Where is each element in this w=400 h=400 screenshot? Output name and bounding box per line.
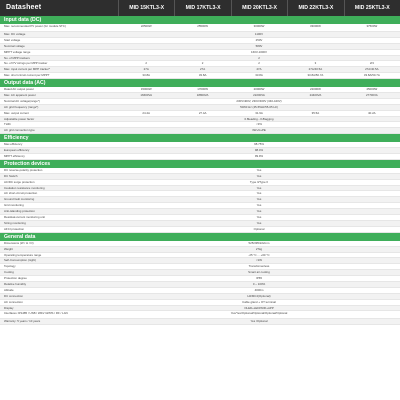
spec-label: Residual-current monitoring unit	[4, 215, 45, 220]
spec-values	[118, 128, 400, 133]
spec-label: Relative humidity	[4, 281, 27, 286]
spec-value: 0 ~ 100%	[252, 281, 266, 286]
spec-value: Type II/Type II	[249, 179, 269, 184]
spec-value: 33.8A/50.7A	[307, 73, 324, 78]
spec-values	[118, 186, 400, 191]
spec-value: 27.4A	[198, 110, 207, 115]
spec-values	[118, 56, 400, 61]
spec-value: Smart air cooling	[248, 270, 270, 275]
spec-value: Yes/Yes/Optional/Optional/Optional/Optional	[230, 311, 288, 316]
spec-value: 17000W	[197, 87, 208, 92]
spec-value: 0.8leading...0.8lagging	[244, 116, 274, 121]
datasheet-header	[0, 0, 400, 16]
spec-value: 31.9A	[255, 110, 263, 115]
spec-values	[118, 117, 400, 122]
section-header: General data	[0, 233, 400, 241]
spec-value: 27A/40.5A	[365, 67, 379, 72]
model-header: MID 17KTL3-X	[174, 0, 230, 16]
spec-values	[118, 270, 400, 275]
section-header: Efficiency	[0, 134, 400, 142]
spec-label: DC connection	[4, 293, 23, 298]
spec-value: 3	[314, 61, 317, 66]
spec-values	[118, 197, 400, 202]
spec-label: Max. short circuit current per MPPT	[4, 73, 50, 78]
spec-values	[118, 288, 400, 293]
spec-value: 25500W	[197, 24, 208, 28]
spec-values	[118, 180, 400, 185]
spec-label: Rated AC output power	[4, 87, 34, 92]
spec-label: DC reverse-polarity protection	[4, 167, 43, 172]
spec-value: 20000W	[253, 87, 265, 92]
section-rows	[0, 142, 400, 160]
spec-label: Operating temperature range	[4, 252, 42, 257]
spec-label: Protection degree	[4, 276, 27, 281]
spec-value: 27A/40.5A	[308, 67, 323, 72]
spec-values	[118, 282, 400, 287]
spec-label: Insulation resistance monitoring	[4, 185, 45, 190]
spec-values	[118, 264, 400, 269]
spec-value: 22500W	[140, 24, 152, 28]
spec-value: Yes	[256, 203, 262, 208]
spec-value: 4000m	[254, 287, 264, 292]
spec-label: MPPT voltage range	[4, 49, 31, 54]
model-header: MID 25KTL3-X	[344, 0, 400, 16]
section-header: Input data (DC)	[0, 16, 400, 24]
spec-label: Self-Consumption (night)	[4, 258, 36, 263]
spec-values	[118, 294, 400, 299]
spec-value: OLED+LED/WIFI+APP	[244, 305, 274, 310]
spec-value: Yes	[256, 220, 262, 225]
spec-values	[118, 300, 400, 305]
spec-label: Start voltage	[4, 37, 21, 42]
spec-value: 18800VA	[196, 93, 209, 98]
spec-value: 22200VA	[253, 93, 265, 98]
spec-values	[118, 148, 400, 153]
spec-label: Ground fault monitoring	[4, 197, 35, 202]
spec-values	[118, 93, 400, 98]
spec-label: Dimensions (W / H / D)	[4, 240, 34, 245]
spec-values	[118, 44, 400, 49]
spec-label: Max. output current	[4, 110, 29, 115]
spec-label: Altitude	[4, 287, 14, 292]
spec-label: Max. input current per MPP tracker*	[4, 67, 50, 72]
spec-values	[118, 311, 400, 318]
spec-values	[118, 105, 400, 110]
spec-label: Display	[4, 305, 14, 310]
spec-value: 2	[145, 61, 147, 66]
spec-label: Interfaces: RS485 / USB / WiFi/ GPRS / RF / LAN	[4, 311, 68, 316]
spec-value: 25000W	[366, 87, 378, 92]
spec-value: 230V/400V, 230V/400V (340-440V)	[236, 98, 282, 103]
section-rows	[0, 24, 400, 79]
section-rows	[0, 168, 400, 233]
spec-label: Adjustable power factor	[4, 116, 35, 121]
spec-value: 50/60 Hz (45-55Hz/55-65 Hz)	[240, 104, 278, 109]
spec-values	[118, 227, 400, 232]
spec-values	[118, 50, 400, 55]
spec-value: 525/395/222mm	[248, 240, 270, 245]
spec-value: 24.2A	[142, 110, 150, 115]
spec-value: <3%	[256, 122, 262, 127]
spec-label: No. of PV strings per MPP tracker	[4, 61, 48, 66]
model-header: MID 15KTL3-X	[118, 0, 174, 16]
spec-values	[118, 215, 400, 220]
spec-value: 1100V	[254, 32, 264, 36]
spec-values	[118, 319, 400, 324]
spec-row	[0, 319, 400, 325]
section-header: Output data (AC)	[0, 79, 400, 87]
spec-label: AC grid frequency (range*)	[4, 104, 39, 109]
section-rows	[0, 241, 400, 326]
spec-values	[118, 24, 400, 31]
spec-value: 37500W	[366, 24, 378, 28]
spec-label: AFCI protection	[4, 226, 25, 231]
spec-value: 35.5A	[311, 110, 320, 115]
spec-value: 27A	[200, 67, 206, 72]
spec-value: Yes	[256, 215, 262, 220]
spec-value: 27700VA	[365, 93, 378, 98]
spec-label: Max. recommended PV power (for module STC)	[4, 24, 66, 28]
spec-values	[118, 73, 400, 78]
spec-label: European efficiency	[4, 148, 30, 153]
spec-label: Topology	[4, 264, 16, 269]
spec-row	[0, 311, 400, 319]
section-header: Protection devices	[0, 160, 400, 168]
spec-value: 15000W	[140, 87, 152, 92]
spec-label: Max. DC voltage	[4, 32, 26, 36]
spec-values	[118, 306, 400, 311]
spec-value: Yes	[256, 173, 262, 178]
spec-value: Optional	[253, 226, 265, 231]
spec-values	[118, 67, 400, 72]
spec-label: Anti-islanding protection	[4, 209, 35, 214]
spec-values	[118, 174, 400, 179]
spec-label: THDi	[4, 122, 11, 127]
spec-value: 2	[201, 61, 204, 66]
spec-value: Yes	[256, 191, 262, 196]
spec-values	[118, 168, 400, 173]
spec-value: 2/3	[369, 61, 374, 66]
spec-values	[118, 276, 400, 281]
spec-value: Yes	[256, 167, 262, 172]
spec-values	[118, 61, 400, 66]
spec-value: 33.8A/50.7A	[363, 73, 380, 78]
spec-label: Max.efficiency	[4, 142, 23, 147]
spec-value: 160V-1000V	[251, 49, 267, 54]
spec-label: Grid monitoring	[4, 203, 24, 208]
spec-value: 580V	[255, 43, 263, 48]
spec-value: 33.8A	[142, 73, 150, 78]
spec-label: AC connection	[4, 299, 23, 304]
spec-values	[118, 99, 400, 104]
spec-value: 2	[258, 61, 260, 66]
spec-value: Yes	[256, 197, 262, 202]
spec-values	[118, 203, 400, 208]
spec-value: 27A	[256, 67, 262, 72]
datasheet-body	[0, 16, 400, 325]
spec-label: Warranty: 5 years / 10 years	[4, 319, 41, 324]
spec-values	[118, 142, 400, 147]
spec-label: String monitoring	[4, 220, 26, 225]
spec-value: 99.9%	[254, 154, 264, 159]
spec-value: 30000W	[253, 24, 265, 28]
spec-value: 24400VA	[309, 93, 322, 98]
spec-values	[118, 154, 400, 159]
spec-label: No. of MPP trackers	[4, 55, 30, 60]
spec-value: Yes	[256, 185, 262, 190]
spec-values	[118, 87, 400, 92]
datasheet-title: Datasheet	[6, 4, 42, 11]
spec-value: 3W+N+PE	[252, 128, 266, 133]
spec-label: Weight	[4, 246, 13, 251]
spec-label: DC Switch	[4, 173, 18, 178]
spec-row	[0, 24, 400, 32]
spec-values	[118, 253, 400, 258]
spec-value: -25 °C ... +60 °C	[248, 252, 270, 257]
model-header: MID 20KTL3-X	[231, 0, 287, 16]
spec-label: Nominal voltage	[4, 43, 25, 48]
spec-value: 27kg	[255, 246, 263, 251]
spec-value: 40.2A	[368, 110, 376, 115]
spec-label: Nominal AC voltage(range*)	[4, 98, 40, 103]
spec-value: 16600VA	[140, 93, 153, 98]
spec-value: 33.8A	[198, 73, 207, 78]
spec-value: Yes /Optional	[250, 319, 268, 324]
spec-value: IP65	[256, 276, 262, 281]
spec-value: <1W	[255, 258, 263, 263]
spec-value: 98.4%	[254, 148, 264, 153]
spec-values	[118, 258, 400, 263]
spec-value: 33000W	[310, 24, 321, 28]
spec-label: MPPT efficiency	[4, 154, 25, 159]
spec-values	[118, 32, 400, 37]
spec-label: AC short-circuit protection	[4, 191, 38, 196]
spec-values	[118, 209, 400, 214]
spec-value: Cable gland + OT terminal	[242, 299, 276, 304]
spec-value: 33.8A	[255, 73, 263, 78]
spec-label: AC/DC surge protection	[4, 179, 35, 184]
spec-values	[118, 241, 400, 246]
spec-value: 98.75%	[254, 142, 264, 147]
spec-value: Yes	[256, 209, 262, 214]
spec-label: AC grid connection type	[4, 128, 35, 133]
spec-value: 27A	[143, 67, 149, 72]
spec-label: Cooling	[4, 270, 14, 275]
spec-label: Max. AC apparent power	[4, 93, 36, 98]
spec-values	[118, 122, 400, 127]
spec-values	[118, 247, 400, 252]
spec-values	[118, 221, 400, 226]
spec-values	[118, 191, 400, 196]
spec-value: H4/MC4(Optional)	[247, 293, 271, 298]
spec-values	[118, 38, 400, 43]
model-header: MID 22KTL3-X	[287, 0, 343, 16]
spec-values	[118, 111, 400, 116]
spec-value: 22000W	[310, 87, 321, 92]
section-rows	[0, 87, 400, 134]
spec-value: Transformerless	[248, 264, 270, 269]
spec-value: 2	[258, 55, 260, 60]
spec-value: 250V	[255, 37, 263, 42]
